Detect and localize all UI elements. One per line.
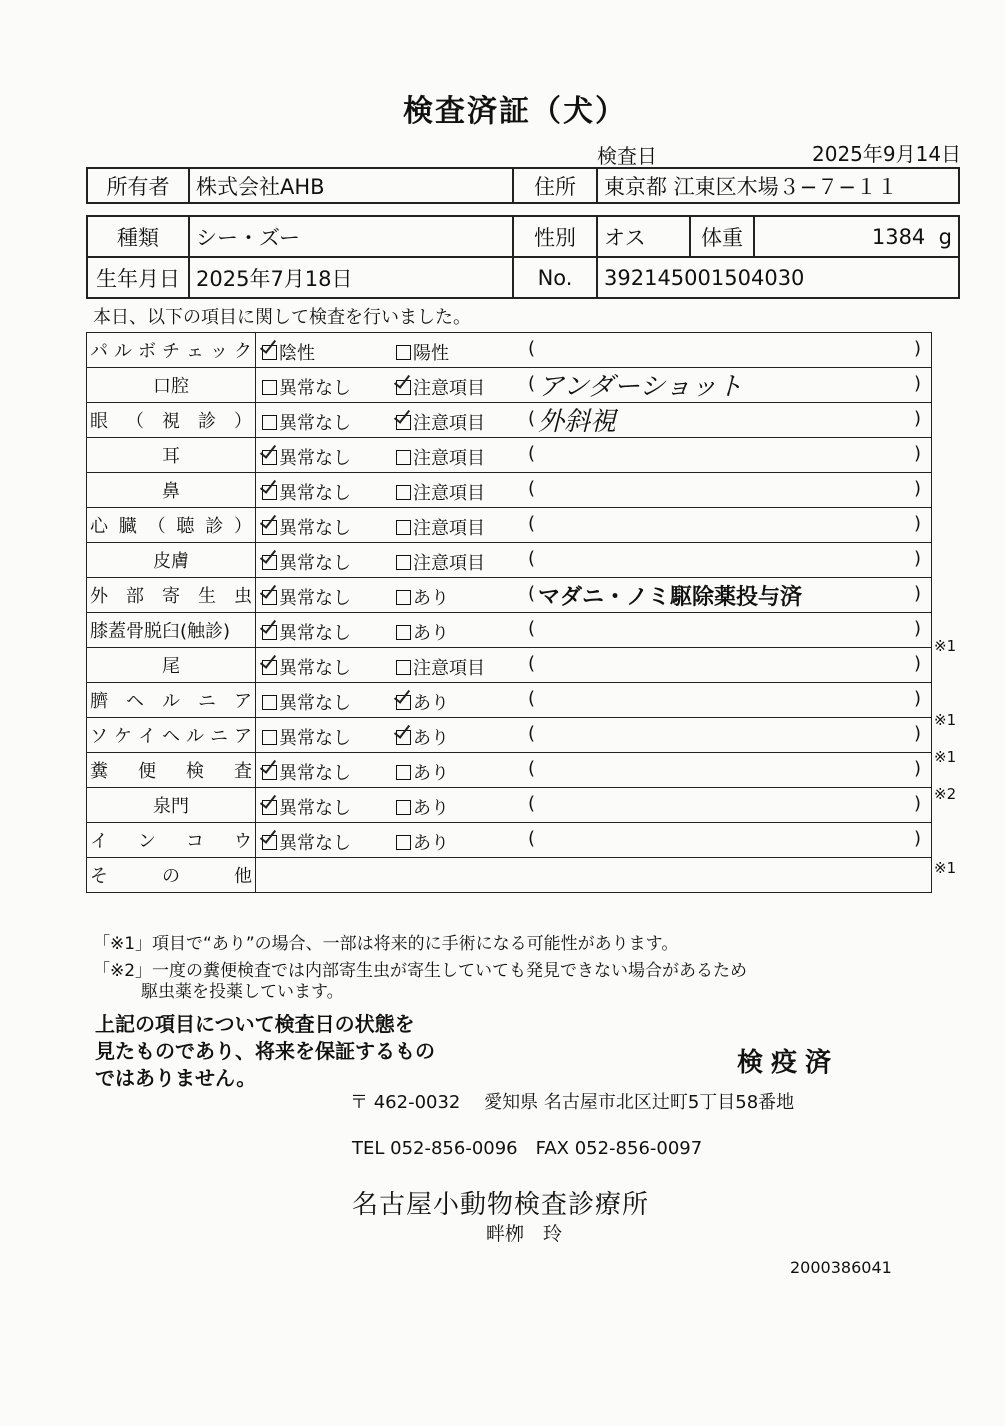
checkbox-icon[interactable] [262,765,277,780]
exam-row [87,368,932,403]
exam-row [87,683,932,718]
exam-row [87,438,932,473]
label-char: ソ [90,726,108,747]
checkbox-icon[interactable] [262,555,277,570]
clinic-phone-fax: TEL 052-856-0096 FAX 052-856-0097 [352,1138,703,1159]
option-2[interactable] [396,339,449,365]
checkbox-icon[interactable] [396,345,411,360]
address-label: 住所 [513,168,597,203]
close-paren: ) [913,373,921,394]
declaration-line: 上記の項目について検査日の状態を [95,1012,415,1036]
checkbox-icon[interactable] [262,835,277,850]
close-paren: ) [913,583,921,604]
remark-text: アンダーショット [538,372,743,402]
option-2[interactable] [396,794,449,820]
option-1[interactable] [262,514,351,540]
option-2-label: あり [413,728,449,749]
label-char: そ [90,866,108,887]
option-2-label: 注意項目 [413,553,485,574]
close-paren: ) [913,443,921,464]
label-char: イ [138,726,156,747]
close-paren: ) [913,548,921,569]
exam-item-label-text: 膝蓋骨脱臼(触診) [90,621,231,642]
exam-options [256,508,932,543]
owner-label: 所有者 [87,168,189,203]
option-2[interactable] [396,409,485,435]
label-char: ア [234,691,252,712]
option-1[interactable] [262,794,351,820]
exam-item-text [90,792,252,818]
label-char: イ [90,831,108,852]
label-char: コ [186,831,204,852]
option-1-label: 陰性 [279,343,315,364]
label-char: 寄 [162,586,180,607]
checkbox-icon[interactable] [396,800,411,815]
document-number: 2000386041 [790,1258,892,1277]
other-label [87,858,256,893]
open-paren: ( [528,758,536,779]
exam-row [87,578,932,613]
checkbox-icon[interactable] [396,520,411,535]
option-1-label: 異常なし [279,798,351,819]
exam-item-label [87,508,256,543]
exam-item-text [90,477,252,503]
exam-options [256,473,932,508]
label-char: ヘ [126,691,144,712]
checkbox-icon[interactable] [396,380,411,395]
exam-item-text [90,582,252,608]
label-char: ） [234,411,252,432]
footnote-mark: ※1 [934,859,957,877]
certificate-title: 検査済証（犬） [403,94,627,129]
exam-item-label-text [90,512,252,538]
exam-item-label [87,403,256,438]
exam-options [256,648,932,683]
option-1[interactable] [262,584,351,610]
label-char: 診 [205,516,224,537]
checkbox-icon[interactable] [396,590,411,605]
close-paren: ) [913,723,921,744]
option-2-label: 注意項目 [413,518,485,539]
declaration-line: ではありません。 [95,1066,257,1090]
exam-item-label-text: 鼻 [162,481,180,502]
exam-item-text [90,652,252,678]
exam-item-text [90,687,252,713]
checkbox-icon[interactable] [262,485,277,500]
exam-item-text [90,337,252,363]
exam-item-label-text: 耳 [162,446,180,467]
option-2[interactable] [396,374,485,400]
exam-table [86,332,932,893]
exam-item-label [87,333,256,368]
option-2[interactable] [396,829,449,855]
label-char: 糞 [90,761,108,782]
label-char: 虫 [234,586,252,607]
close-paren: ) [913,688,921,709]
option-1[interactable] [262,444,351,470]
checkbox-icon[interactable] [262,590,277,605]
label-char: （ [126,411,144,432]
option-2-label: 注意項目 [413,448,485,469]
other-label-text [90,862,252,888]
checkbox-icon[interactable] [262,730,277,745]
exam-item-text [90,512,252,538]
option-1[interactable] [262,339,315,365]
option-1[interactable] [262,829,351,855]
option-2[interactable] [396,759,449,785]
exam-item-label [87,473,256,508]
label-char: ア [234,726,252,747]
exam-options [256,788,932,823]
checkbox-icon[interactable] [396,835,411,850]
no-label: No. [513,257,597,298]
exam-item-label-text: 泉門 [153,796,189,817]
option-2[interactable] [396,479,485,505]
footnote-1: 「※1」項目で“あり”の場合、一部は将来的に手術になる可能性があります。 [93,934,679,954]
remark-text: 外斜視 [538,407,617,437]
option-2-label: あり [413,623,449,644]
exam-options [256,753,932,788]
exam-row [87,613,932,648]
open-paren: ( [528,338,536,359]
exam-row [87,823,932,858]
exam-item-label [87,753,256,788]
option-2[interactable] [396,689,449,715]
weight-unit: g [938,224,952,249]
exam-item-text [90,547,252,573]
open-paren: ( [528,828,536,849]
checkbox-icon[interactable] [262,520,277,535]
option-2-label: 注意項目 [413,658,485,679]
label-char: ） [233,516,252,537]
exam-item-text [90,827,252,853]
checkbox-icon[interactable] [396,660,411,675]
close-paren: ) [913,513,921,534]
exam-row [87,333,932,368]
exam-item-label-text [90,757,252,783]
exam-options [256,368,932,403]
option-2[interactable] [396,654,485,680]
option-1-label: 異常なし [279,378,351,399]
option-1[interactable] [262,374,351,400]
exam-item-label-text [90,687,252,713]
label-char: ン [138,831,156,852]
option-1-label: 異常なし [279,763,351,784]
close-paren: ) [913,758,921,779]
close-paren: ) [913,478,921,499]
open-paren: ( [528,583,536,604]
label-char: 生 [198,586,216,607]
open-paren: ( [528,443,536,464]
exam-row [87,403,932,438]
checkbox-icon[interactable] [262,625,277,640]
option-1-label: 異常なし [279,553,351,574]
exam-options [256,683,932,718]
exam-item-label [87,823,256,858]
option-1[interactable] [262,409,351,435]
option-1[interactable] [262,724,351,750]
exam-item-label [87,788,256,823]
exam-item-text [90,757,252,783]
open-paren: ( [528,373,536,394]
checkbox-icon[interactable] [262,660,277,675]
option-2[interactable] [396,549,485,575]
exam-row [87,753,932,788]
exam-options [256,543,932,578]
exam-row [87,718,932,753]
option-2[interactable] [396,584,449,610]
label-char: ニ [210,726,228,747]
option-1-label: 異常なし [279,623,351,644]
label-char: 査 [234,761,252,782]
exam-options [256,333,932,368]
option-2-label: あり [413,693,449,714]
checkbox-icon[interactable] [262,450,277,465]
open-paren: ( [528,688,536,709]
open-paren: ( [528,723,536,744]
option-1-label: 異常なし [279,693,351,714]
label-char: ッ [210,341,228,362]
exam-options [256,403,932,438]
label-char: 眼 [90,411,108,432]
exam-item-label-text [90,582,252,608]
exam-row [87,788,932,823]
exam-item-text [90,442,252,468]
option-2-label: 注意項目 [413,378,485,399]
exam-item-label [87,683,256,718]
option-2[interactable] [396,724,449,750]
checkbox-icon[interactable] [396,625,411,640]
label-char: ヘ [162,726,180,747]
label-char: ク [234,341,252,362]
option-1-label: 異常なし [279,413,351,434]
exam-row [87,473,932,508]
open-paren: ( [528,513,536,534]
exam-options [256,613,932,648]
exam-options [256,823,932,858]
exam-date-label: 検査日 [597,144,657,168]
checkbox-icon[interactable] [396,555,411,570]
intro-text: 本日、以下の項目に関して検査を行いました。 [93,307,471,328]
close-paren: ) [913,828,921,849]
owner-table [86,167,960,204]
exam-options [256,718,932,753]
exam-row [87,543,932,578]
label-char: ケ [114,726,132,747]
option-1-label: 異常なし [279,728,351,749]
checkbox-icon[interactable] [396,730,411,745]
checkbox-icon[interactable] [262,695,277,710]
exam-item-label [87,578,256,613]
option-2-label: 注意項目 [413,483,485,504]
doctor-name: 畔栁 玲 [486,1223,563,1245]
option-1-label: 異常なし [279,658,351,679]
checkbox-icon[interactable] [396,765,411,780]
exam-item-label-text [90,722,252,748]
exam-item-label [87,543,256,578]
label-char: ル [114,341,132,362]
close-paren: ) [913,793,921,814]
open-paren: ( [528,653,536,674]
breed-value: シー・ズー [189,216,513,257]
label-char: 外 [90,586,108,607]
option-2-label: 陽性 [413,343,449,364]
clinic-name: 名古屋小動物検査診療所 [352,1190,650,1220]
owner-name: 株式会社AHB [189,168,513,203]
weight-value: 1384 [871,224,926,249]
checkbox-icon[interactable] [262,415,277,430]
exam-item-label-text [90,337,252,363]
checkbox-icon[interactable] [396,450,411,465]
option-2[interactable] [396,444,485,470]
footnote-mark: ※1 [934,711,957,729]
checkbox-icon[interactable] [262,800,277,815]
label-char: ル [162,691,180,712]
label-char: 診 [198,411,216,432]
clinic-address: 〒 462-0032 愛知県 名古屋市北区辻町5丁目58番地 [350,1092,795,1113]
label-char: 他 [234,866,252,887]
option-1[interactable] [262,759,351,785]
close-paren: ) [913,408,921,429]
animal-table [86,215,960,299]
open-paren: ( [528,793,536,814]
option-1[interactable] [262,549,351,575]
label-char: ボ [138,341,156,362]
close-paren: ) [913,338,921,359]
open-paren: ( [528,408,536,429]
close-paren: ) [913,618,921,639]
label-char: 心 [90,516,108,537]
other-value[interactable] [256,858,932,893]
birth-value: 2025年7月18日 [189,257,513,298]
option-1-label: 異常なし [279,833,351,854]
label-char: ェ [186,341,204,362]
option-1[interactable] [262,619,351,645]
footnote-mark: ※1 [934,637,957,655]
label-char: 便 [138,761,156,782]
exam-item-text [90,407,252,433]
checkbox-icon[interactable] [396,485,411,500]
label-char: チ [162,341,180,362]
exam-item-label [87,613,256,648]
sex-label: 性別 [513,216,597,257]
declaration-line: 見たものであり、将来を保証するもの [95,1039,435,1063]
footnote-2: 「※2」一度の糞便検査では内部寄生虫が寄生していても発見できない場合があるため [93,961,748,981]
option-2-label: あり [413,798,449,819]
label-char: 検 [186,761,204,782]
label-char: の [162,866,180,887]
exam-row-other [87,858,932,893]
footnote-mark: ※1 [934,748,957,766]
exam-item-text [90,722,252,748]
exam-item-label-text: 尾 [162,656,180,677]
breed-label: 種類 [87,216,189,257]
footnote-mark: ※2 [934,785,957,803]
exam-item-label-text [90,407,252,433]
option-2-label: あり [413,763,449,784]
checkbox-icon[interactable] [262,345,277,360]
no-value: 392145001504030 [597,257,959,298]
exam-row [87,648,932,683]
option-2[interactable] [396,619,449,645]
option-1[interactable] [262,654,351,680]
checkbox-icon[interactable] [396,415,411,430]
label-char: 部 [126,586,144,607]
option-2-label: あり [413,833,449,854]
exam-date: 2025年9月14日 [812,142,962,166]
exam-item-label-text [90,827,252,853]
weight-label: 体重 [690,216,754,257]
option-1[interactable] [262,689,351,715]
exam-row [87,508,932,543]
exam-item-label [87,368,256,403]
exam-options [256,578,932,613]
option-1-label: 異常なし [279,483,351,504]
checkbox-icon[interactable] [396,695,411,710]
exam-item-label [87,718,256,753]
birth-label: 生年月日 [87,257,189,298]
label-char: ニ [198,691,216,712]
open-paren: ( [528,478,536,499]
label-char: （ [147,516,166,537]
exam-item-text [90,617,252,643]
close-paren: ) [913,653,921,674]
label-char: 聴 [176,516,195,537]
footnote-2-cont: 駆虫薬を投薬しています。 [141,982,344,1002]
remark-text: マダニ・ノミ駆除薬投与済 [538,585,803,610]
exam-item-label-text: 皮膚 [153,551,189,572]
exam-item-label [87,438,256,473]
open-paren: ( [528,548,536,569]
exam-item-label-text: 口腔 [153,376,189,397]
exam-options [256,438,932,473]
sex-value: オス [597,216,690,257]
label-char: パ [90,341,108,362]
label-char: 視 [162,411,180,432]
quarantine-stamp: 検疫済 [737,1048,840,1078]
label-char: ウ [234,831,252,852]
owner-address: 東京都 江東区木場３−７−１１ [597,168,959,203]
label-char: ル [186,726,204,747]
checkbox-icon[interactable] [262,380,277,395]
option-1[interactable] [262,479,351,505]
open-paren: ( [528,618,536,639]
option-1-label: 異常なし [279,588,351,609]
exam-item-label [87,648,256,683]
label-char: 臓 [118,516,137,537]
exam-item-text [90,372,252,398]
option-2[interactable] [396,514,485,540]
weight-cell [754,216,959,257]
option-2-label: 注意項目 [413,413,485,434]
option-2-label: あり [413,588,449,609]
option-1-label: 異常なし [279,518,351,539]
label-char: 臍 [90,691,108,712]
option-1-label: 異常なし [279,448,351,469]
